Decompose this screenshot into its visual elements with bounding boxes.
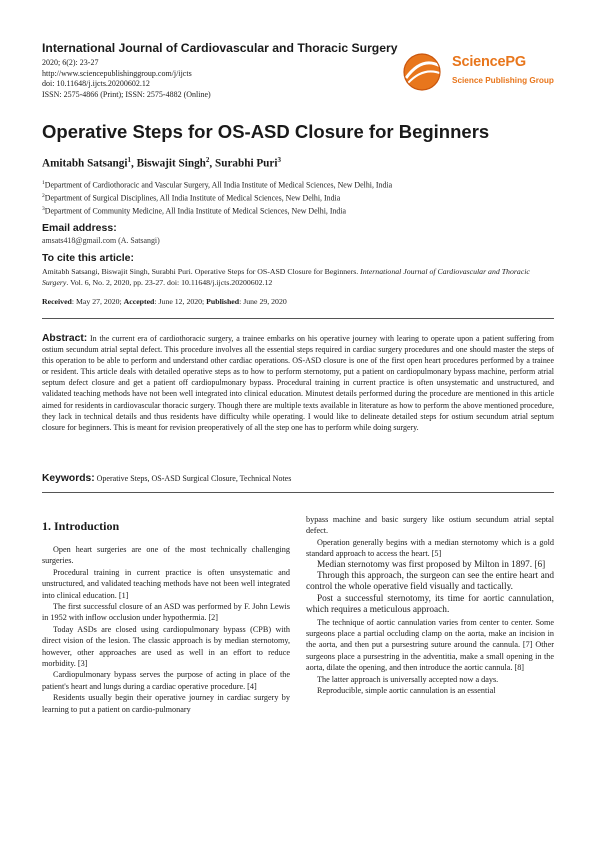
affiliation-sup: 2 bbox=[42, 193, 45, 199]
divider bbox=[42, 318, 554, 319]
published-label: Published bbox=[206, 297, 240, 306]
accepted-date: : June 12, 2020; bbox=[154, 297, 207, 306]
accepted-label: Accepted bbox=[123, 297, 155, 306]
affiliation-sup: 1 bbox=[42, 180, 45, 186]
citation-journal: International Journal of Cardiovascular and Thoracic Surgery bbox=[42, 267, 530, 288]
paragraph: The latter approach is universally accepted now a days. bbox=[317, 674, 499, 684]
abstract-label: Abstract: bbox=[42, 333, 88, 344]
publication-dates bbox=[42, 297, 287, 306]
body-column-left bbox=[42, 544, 290, 715]
affiliation-text: Department of Surgical Disciplines, All India Institute of Medical Sciences, New Delhi, India bbox=[44, 193, 341, 203]
keywords bbox=[42, 473, 291, 484]
author-list bbox=[42, 156, 281, 170]
paragraph: Post a successful sternotomy, its time for aortic cannulation, which requires a meticulous approach. bbox=[306, 593, 554, 616]
sciencepg-logo-icon bbox=[400, 52, 448, 92]
citation-plain: Amitabh Satsangi, Biswajit Singh, Surabhi Puri. Operative Steps for OS-ASD Closure for Beginners. bbox=[42, 267, 359, 276]
affiliation bbox=[42, 193, 340, 203]
cite-heading: To cite this article: bbox=[42, 252, 134, 264]
affiliation bbox=[42, 206, 346, 216]
paragraph: Reproducible, simple aortic cannulation is an essential bbox=[317, 686, 496, 696]
published-date: : June 29, 2020 bbox=[239, 297, 287, 306]
journal-doi: doi: 10.11648/j.ijcts.20200602.12 bbox=[42, 79, 150, 88]
section-heading-introduction: 1. Introduction bbox=[42, 519, 120, 533]
received-label: Received bbox=[42, 297, 72, 306]
paragraph: Residents usually begin their operative journey in cardiac surgery by learning to put a patient on cardio-pulmonary bbox=[42, 693, 290, 714]
author-name: Surabhi Puri bbox=[215, 157, 278, 170]
paragraph: Procedural training in current practice is often unsystematic and unstructured, and validated teaching methods have not been well integrated into clinical education. [1] bbox=[42, 567, 290, 600]
affiliation-text: Department of Community Medicine, All India Institute of Medical Sciences, New Delhi, India bbox=[44, 206, 347, 216]
divider bbox=[42, 492, 554, 493]
received-date: : May 27, 2020; bbox=[71, 297, 124, 306]
email-address[interactable]: amsats418@gmail.com (A. Satsangi) bbox=[42, 236, 160, 245]
logo-tagline: Science Publishing Group bbox=[452, 76, 554, 85]
abstract-text: In the current era of cardiothoracic surgery, a trainee embarks on his operative journey with learing to operate upon a patient suffering from ostium secundum atrial septal defect. This procedure involves all the essential steps required in cardiac surgery procedures and one should master the steps of this operation to be able to perform and understand other cardiac operations. OS-ASD closure is one of the first open heart procedures performed by a trainee or resident. This article deals with detailed operative steps as to how to perform sternotomy, put a patient on cardiopulmonary bypass machine, perform atrial septum defect closure and get a patient off cardiopulmonary bypass. Procedural training in current practice is often unsystematic and unstructured, and validated teaching methods have not been well integrated into clinical education. Minutest details performed during the procedure are mentioned in this article aimed for residents in cardiovascular thoracic surgery. Though there are multiple texts available in literature as how to perform the above mentioned procedure, they lack in technical details and thus residents have difficulty while operating. I would like to delineate detailed steps for ostium secundum atrial septum closure for beginners. This is meant for revision preoperatively of all the step one has to perform while doing surgery. bbox=[42, 334, 554, 432]
keywords-text: Operative Steps, OS-ASD Surgical Closure, Technical Notes bbox=[96, 474, 292, 483]
author-name: Biswajit Singh bbox=[136, 157, 206, 170]
paragraph: The first successful closure of an ASD was performed by F. John Lewis in 1952 with inflow occlusion under hypothermia. [2] bbox=[42, 602, 290, 623]
paragraph: Median sternotomy was first proposed by Milton in 1897. [6] bbox=[317, 559, 546, 570]
affiliation bbox=[42, 180, 392, 190]
author-sup: 1 bbox=[127, 156, 131, 164]
author-sep: , bbox=[130, 157, 137, 170]
body-column-right bbox=[306, 514, 554, 697]
author-sep: , bbox=[209, 157, 215, 170]
affiliation-sup: 3 bbox=[42, 206, 45, 212]
citation-tail: . Vol. 6, No. 2, 2020, pp. 23-27. doi: 10.11648/j.ijcts.20200602.12 bbox=[66, 278, 273, 288]
publisher-logo bbox=[400, 52, 552, 92]
journal-url[interactable]: http://www.sciencepublishinggroup.com/j/ijcts bbox=[42, 68, 192, 78]
keywords-label: Keywords: bbox=[42, 473, 95, 484]
volume-line: 2020; 6(2): 23-27 bbox=[42, 58, 99, 67]
paragraph: Open heart surgeries are one of the most technically challenging surgeries. bbox=[42, 545, 290, 566]
journal-issn: ISSN: 2575-4866 (Print); ISSN: 2575-4882 (Online) bbox=[42, 89, 211, 99]
paragraph: Today ASDs are closed using cardiopulmonary bypass (CPB) with direct vision of the lesion. The classic approach is by median sternotomy, however, other approaches are used as well in an effort to reduce morbidity. [3] bbox=[42, 624, 290, 669]
paper-title: Operative Steps for OS-ASD Closure for Beginners bbox=[42, 121, 490, 142]
email-heading: Email address: bbox=[42, 222, 117, 234]
paragraph: The technique of aortic cannulation varies from center to center. Some surgeons place a partial occluding clamp on the aorta, make an incision in the aorta, and then put a pursestring suture around the cannula. [7] Other surgeons place a pursestring in the adventitia, make a small opening in the aorta, dilate the opening, and then introduce the aortic cannula. [8] bbox=[306, 617, 554, 673]
paragraph: Through this approach, the surgeon can see the entire heart and control the whole operative field visually and tactically. bbox=[306, 571, 554, 593]
author-sup: 2 bbox=[205, 156, 210, 164]
paragraph: Cardiopulmonary bypass serves the purpose of acting in place of the patient's heart and lungs during a cardiac operative procedure. [4] bbox=[42, 670, 290, 691]
author-sup: 3 bbox=[277, 156, 281, 164]
citation-text bbox=[42, 266, 554, 289]
logo-name: SciencePG bbox=[452, 54, 526, 70]
abstract bbox=[42, 333, 554, 433]
journal-title: International Journal of Cardiovascular and Thoracic Surgery bbox=[42, 41, 398, 55]
paragraph: bypass machine and basic surgery like ostium secundum atrial septal defect. bbox=[306, 515, 554, 536]
paragraph: Operation generally begins with a median sternotomy which is a gold standard approach to access the heart. [5] bbox=[306, 537, 554, 559]
author-name: Amitabh Satsangi bbox=[42, 157, 128, 170]
affiliation-text: Department of Cardiothoracic and Vascular Surgery, All India Institute of Medical Sciences, New Delhi, India bbox=[44, 180, 393, 190]
